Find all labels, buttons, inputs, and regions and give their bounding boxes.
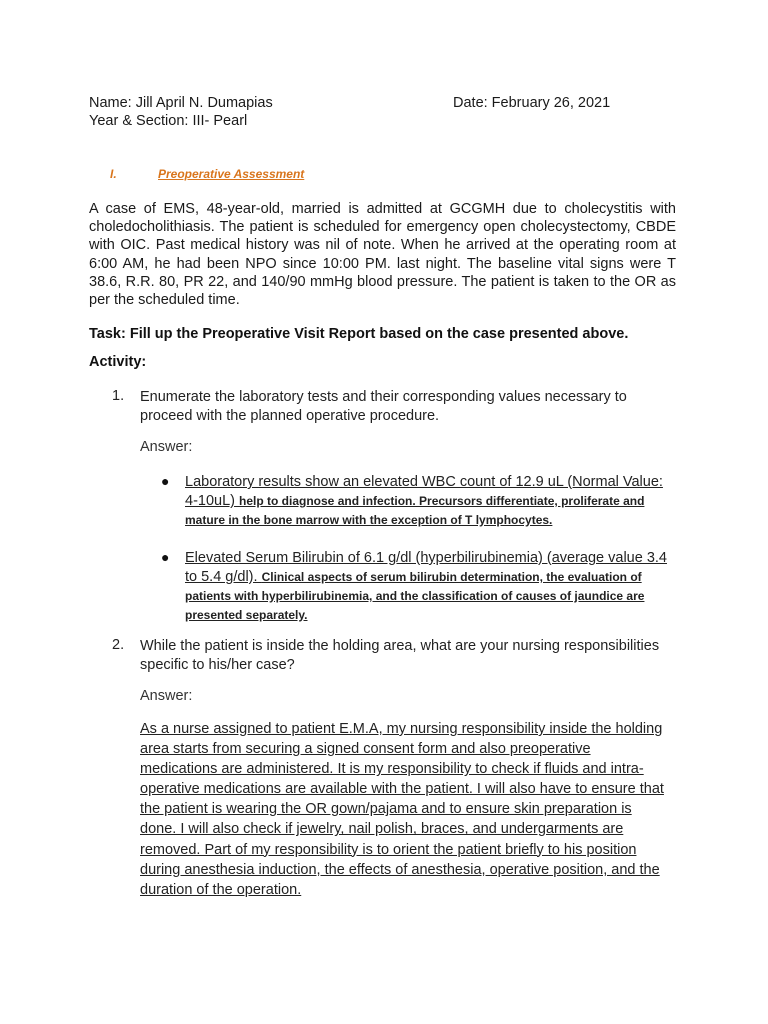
lab-result-wbc-text: Laboratory results show an elevated WBC count of 12.9 uL (Normal Value: 4-10uL)	[185, 474, 663, 509]
section-title: Preoperative Assessment	[158, 167, 305, 181]
student-name: Name: Jill April N. Dumapias	[89, 95, 273, 111]
question-2-answer-label: Answer:	[140, 688, 193, 704]
lab-result-wbc	[185, 473, 675, 530]
question-1-text: Enumerate the laboratory tests and their corresponding values necessary to proceed with the planned operative procedure.	[140, 389, 627, 424]
question-2-answer: As a nurse assigned to patient E.M.A, my nursing responsibility inside the holding area starts from securing a signed consent form and also preoperative medications are administered. It is my responsibility to check if fluids and intra-operative medications are available with the patient. I will also have to ensure that the patient is wearing the OR gown/pajama and to ensure skin preparation is done. I will also check if jewelry, nail polish, braces, and undergarments are removed. Part of my responsibility is to orient the patient briefly to his position during anesthesia induction, the effects of anesthesia, operative position, and the duration of the operation.	[140, 721, 664, 898]
lab-result-bilirubin-text: Elevated Serum Bilirubin of 6.1 g/dl (hyperbilirubinemia) (average value 3.4 to 5.4 g/dl).	[185, 550, 667, 585]
question-2-text: While the patient is inside the holding area, what are your nursing responsibilities specific to his/her case?	[140, 638, 660, 673]
task-instruction: Task: Fill up the Preoperative Visit Report based on the case presented above.	[89, 326, 629, 342]
lab-result-bilirubin-explanation: Clinical aspects of serum bilirubin determination, the evaluation of patients with hyperbilirubinemia, and the classification of causes of jaundice are presented separately.	[185, 570, 645, 622]
bullet-icon: ●	[161, 549, 170, 565]
question-1-number: 1.	[112, 388, 125, 404]
year-section: Year & Section: III- Pearl	[89, 113, 248, 129]
question-1-answer-label: Answer:	[140, 439, 193, 455]
bullet-icon: ●	[161, 473, 170, 489]
section-number: I.	[110, 167, 117, 181]
case-description: A case of EMS, 48-year-old, married is admitted at GCGMH due to cholecystitis with choledocholithiasis. The patient is scheduled for emergency open cholecystectomy, CBDE with OIC. Past medical history was nil of note. When he arrived at the operating room at 6:00 AM, he had been NPO since 10:00 PM. last night. The baseline vital signs were T 38.6, R.R. 80, PR 22, and 140/90 mmHg blood pressure. The patient is taken to the OR as per the scheduled time.	[89, 201, 676, 309]
lab-result-bilirubin	[185, 549, 675, 625]
submission-date: Date: February 26, 2021	[453, 95, 611, 111]
activity-label: Activity:	[89, 354, 147, 370]
lab-result-wbc-explanation: help to diagnose and infection. Precursors differentiate, proliferate and mature in the bone marrow with the exception of T lymphocytes.	[185, 494, 645, 527]
question-2-number: 2.	[112, 637, 125, 653]
section-heading	[110, 167, 304, 181]
